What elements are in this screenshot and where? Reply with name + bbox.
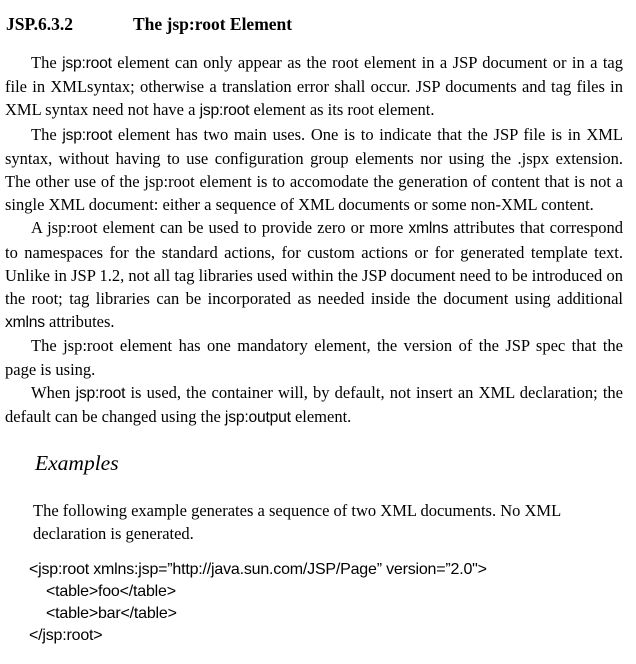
- inline-code-term: jsp:output: [224, 409, 291, 427]
- body-text-segment: attributes.: [44, 312, 115, 332]
- body-text-segment: element as its root element.: [249, 100, 435, 120]
- body-text-segment: is used, the container will, by default, not insert an XML declaration; the default can be changed using the: [5, 382, 623, 427]
- body-paragraphs: [5, 51, 623, 429]
- body-text-segment: element can only appear as the root element in a JSP document or in a tag file in XMLsyntax; otherwise a translation error shall occur. JSP documents and tag files in XML syntax need not have a: [5, 53, 623, 120]
- inline-code-term: xmlns: [5, 314, 45, 332]
- code-line: </jsp:root>: [29, 626, 103, 644]
- examples-intro: The following example generates a sequence of two XML documents. No XML declaration is generated.: [33, 501, 561, 544]
- body-text-segment: attributes that correspond to namespaces for the standard actions, for custom actions or for generated template text. Unlike in JSP 1.2, not all tag libraries used within the JSP document need to be introduced on the root; tag libraries can be incorporated as needed inside the document using additional: [5, 218, 623, 309]
- body-text-segment: element.: [290, 407, 352, 427]
- inline-code-term: jsp:root: [62, 126, 113, 144]
- inline-code-term: xmlns: [408, 220, 449, 238]
- examples-section: [5, 450, 623, 646]
- paragraph: [5, 216, 623, 334]
- paragraph: [5, 123, 623, 217]
- code-block: [29, 559, 623, 647]
- body-text-segment: The: [31, 53, 63, 72]
- body-text-segment: The jsp:root element has one mandatory element, the version of the JSP spec that the page is using.: [5, 336, 623, 379]
- section-heading: [6, 13, 623, 35]
- body-text-segment: A jsp:root element can be used to provide zero or more: [31, 218, 409, 238]
- paragraph: [5, 334, 623, 380]
- inline-code-term: jsp:root: [199, 102, 250, 120]
- inline-code-term: jsp:root: [75, 384, 126, 402]
- section-number: JSP.6.3.2: [6, 14, 73, 34]
- paragraph: [5, 381, 623, 429]
- code-line: <table>bar</table>: [46, 604, 177, 622]
- examples-heading: Examples: [35, 451, 119, 476]
- code-line: <table>foo</table>: [46, 582, 176, 600]
- inline-code-term: jsp:root: [62, 55, 112, 72]
- body-text-segment: When: [31, 382, 76, 402]
- section-title: The jsp:root Element: [133, 14, 293, 34]
- body-text-segment: element has two main uses. One is to indicate that the JSP file is in XML syntax, without having to use configuration group elements nor using the .jspx extension. The other use of the jsp:root element is to accomodate the generation of content that is not a single XML document: either a sequence of XML documents or some non-XML content.: [5, 124, 623, 215]
- code-line: <jsp:root xmlns:jsp=”http://java.sun.com/JSP/Page” version=”2.0">: [29, 560, 487, 578]
- paragraph: [5, 51, 623, 123]
- body-text-segment: The: [31, 124, 63, 144]
